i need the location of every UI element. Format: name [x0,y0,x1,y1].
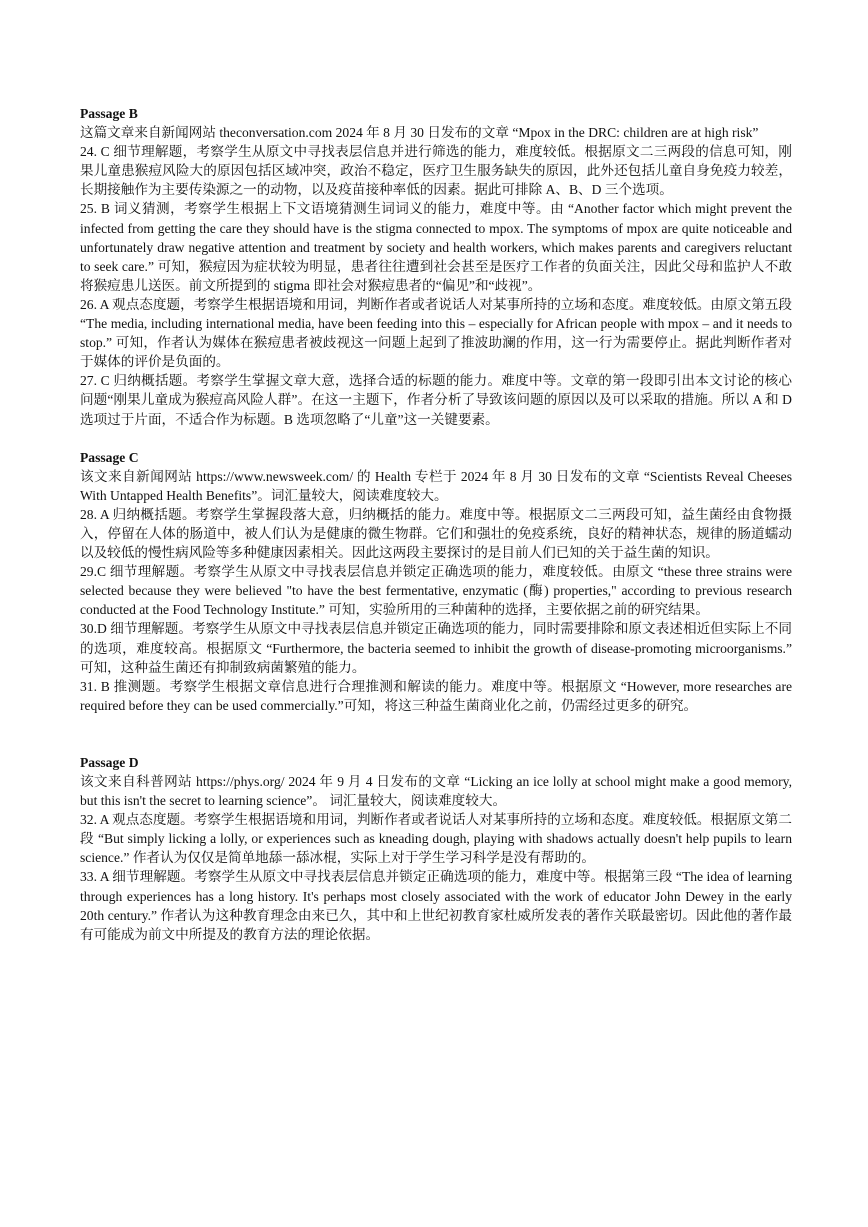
passage-source: 这篇文章来自新闻网站 theconversation.com 2024 年 8 月 30 日发布的文章 “Mpox in the DRC: children are at high risk” [80,125,759,141]
passage-b-section [80,104,792,429]
answer-explanation: 30.D 细节理解题。考察学生从原文中寻找表层信息并锁定正确选项的能力，同时需要排除和原文表述相近但实际上不同的选项，难度较高。根据原文 “Furthermore, the bacteria seemed to inhibit the growth of disease-promoting microorganisms.” 可知，这种益生菌还有抑制致病菌繁殖的能力。 [80,621,792,675]
answer-explanation: 26. A 观点态度题，考察学生根据语境和用词，判断作者或者说话人对某事所持的立场和态度。难度较低。由原文第五段 “The media, including international media, have been feeding into this – especially for African people with mpox – and it needs to stop.” 可知，作者认为媒体在猴痘患者被歧视这一问题上起到了推波助澜的作用，这一行为需要停止。据此判断作者对于媒体的评价是负面的。 [80,296,792,370]
passage-heading: Passage C [80,449,139,465]
answer-explanation: 24. C 细节理解题，考察学生从原文中寻找表层信息并进行筛选的能力，难度较低。根据原文二三两段的信息可知，刚果儿童患猴痘风险大的原因包括区域冲突，政治不稳定，医疗卫生服务缺失的原因，此外还包括儿童自身免疫力较差，长期接触作为主要传染源之一的动物，以及疫苗接种率低的因素。据此可排除 A、B、D 三个选项。 [80,144,792,198]
passage-heading: Passage D [80,754,139,770]
answer-explanation: 31. B 推测题。考察学生根据文章信息进行合理推测和解读的能力。难度中等。根据原文 “However, more researches are required before they can be used commercially.”可知，将这三种益生菌商业化之前，仍需经过更多的研究。 [80,678,792,713]
answer-explanation: 27. C 归纳概括题。考察学生掌握文章大意，选择合适的标题的能力。难度中等。文章的第一段即引出本文讨论的核心问题“刚果儿童成为猴痘高风险人群”。在这一主题下，作者分析了导致该问题的原因以及可以采取的措施。所以 A 和 D 选项过于片面，不适合作为标题。B 选项忽略了“儿童”这一关键要素。 [80,373,792,427]
answer-explanation: 33. A 细节理解题。考察学生从原文中寻找表层信息并锁定正确选项的能力，难度中等。根据第三段 “The idea of learning through experiences has a long history. It's perhaps most closely associated with the work of educator John Dewey in the early 20th century.” 作者认为这种教育理念由来已久，其中和上世纪初教育家杜威所发表的著作关联最密切。因此他的著作最有可能成为前文中所提及的教育方法的理论依据。 [80,869,792,942]
answer-explanation: 28. A 归纳概括题。考察学生掌握段落大意，归纳概括的能力。难度中等。根据原文二三两段可知，益生菌经由食物摄入，停留在人体的肠道中，被人们认为是健康的微生物群。它们和强壮的免疫系统，良好的精神状态，规律的肠道蠕动以及较低的慢性病风险等多种健康因素相关。因此这两段主要探讨的是目前人们已知的关于益生菌的知识。 [80,506,792,561]
passage-c-section [80,448,792,715]
passage-heading: Passage B [80,106,138,121]
answer-explanation: 29.C 细节理解题。考察学生从原文中寻找表层信息并锁定正确选项的能力，难度较低。由原文 “these three strains were selected because they were believed "to have the best fermentative, enzymatic (酶) properties," according to previous research conducted at the Food Technology Institute.” 可知，实验所用的三种菌种的选择，主要依据之前的研究结果。 [80,564,792,618]
passage-source: 该文来自新闻网站 https://www.newsweek.com/ 的 Health 专栏于 2024 年 8 月 30 日发布的文章 “Scientists Reveal Cheeses With Untapped Health Benefits”。词汇量较大，阅读难度较大。 [80,468,792,503]
passage-d-section [80,753,792,944]
answer-explanation: 25. B 词义猜测，考察学生根据上下文语境猜测生词词义的能力，难度中等。由 “Another factor which might prevent the infected from getting the care they should have is the stigma connected to mpox. The symptoms of mpox are quite noticeable and unfortunately draw negative attention and treatment by society and health workers, which makes parents and caregivers reluctant to seek care.” 可知，猴痘因为症状较为明显，患者往往遭到社会甚至是医疗工作者的负面关注，因此父母和监护人不敢将猴痘患儿送医。前文所提到的 stigma 即社会对猴痘患者的“偏见”和“歧视”。 [80,201,792,293]
answer-explanation: 32. A 观点态度题。考察学生根据语境和用词，判断作者或者说话人对某事所持的立场和态度。难度较低。根据原文第二段 “But simply licking a lolly, or experiences such as kneading dough, playing with shadows actually doesn't help pupils to learn science.” 作者认为仅仅是简单地舔一舔冰棍，实际上对于学生学习科学是没有帮助的。 [80,812,792,866]
passage-source: 该文来自科普网站 https://phys.org/ 2024 年 9 月 4 日发布的文章 “Licking an ice lolly at school might make a good memory, but this isn't the secret to learning science”。 词汇量较大，阅读难度较大。 [80,774,792,809]
document-page [80,104,792,944]
